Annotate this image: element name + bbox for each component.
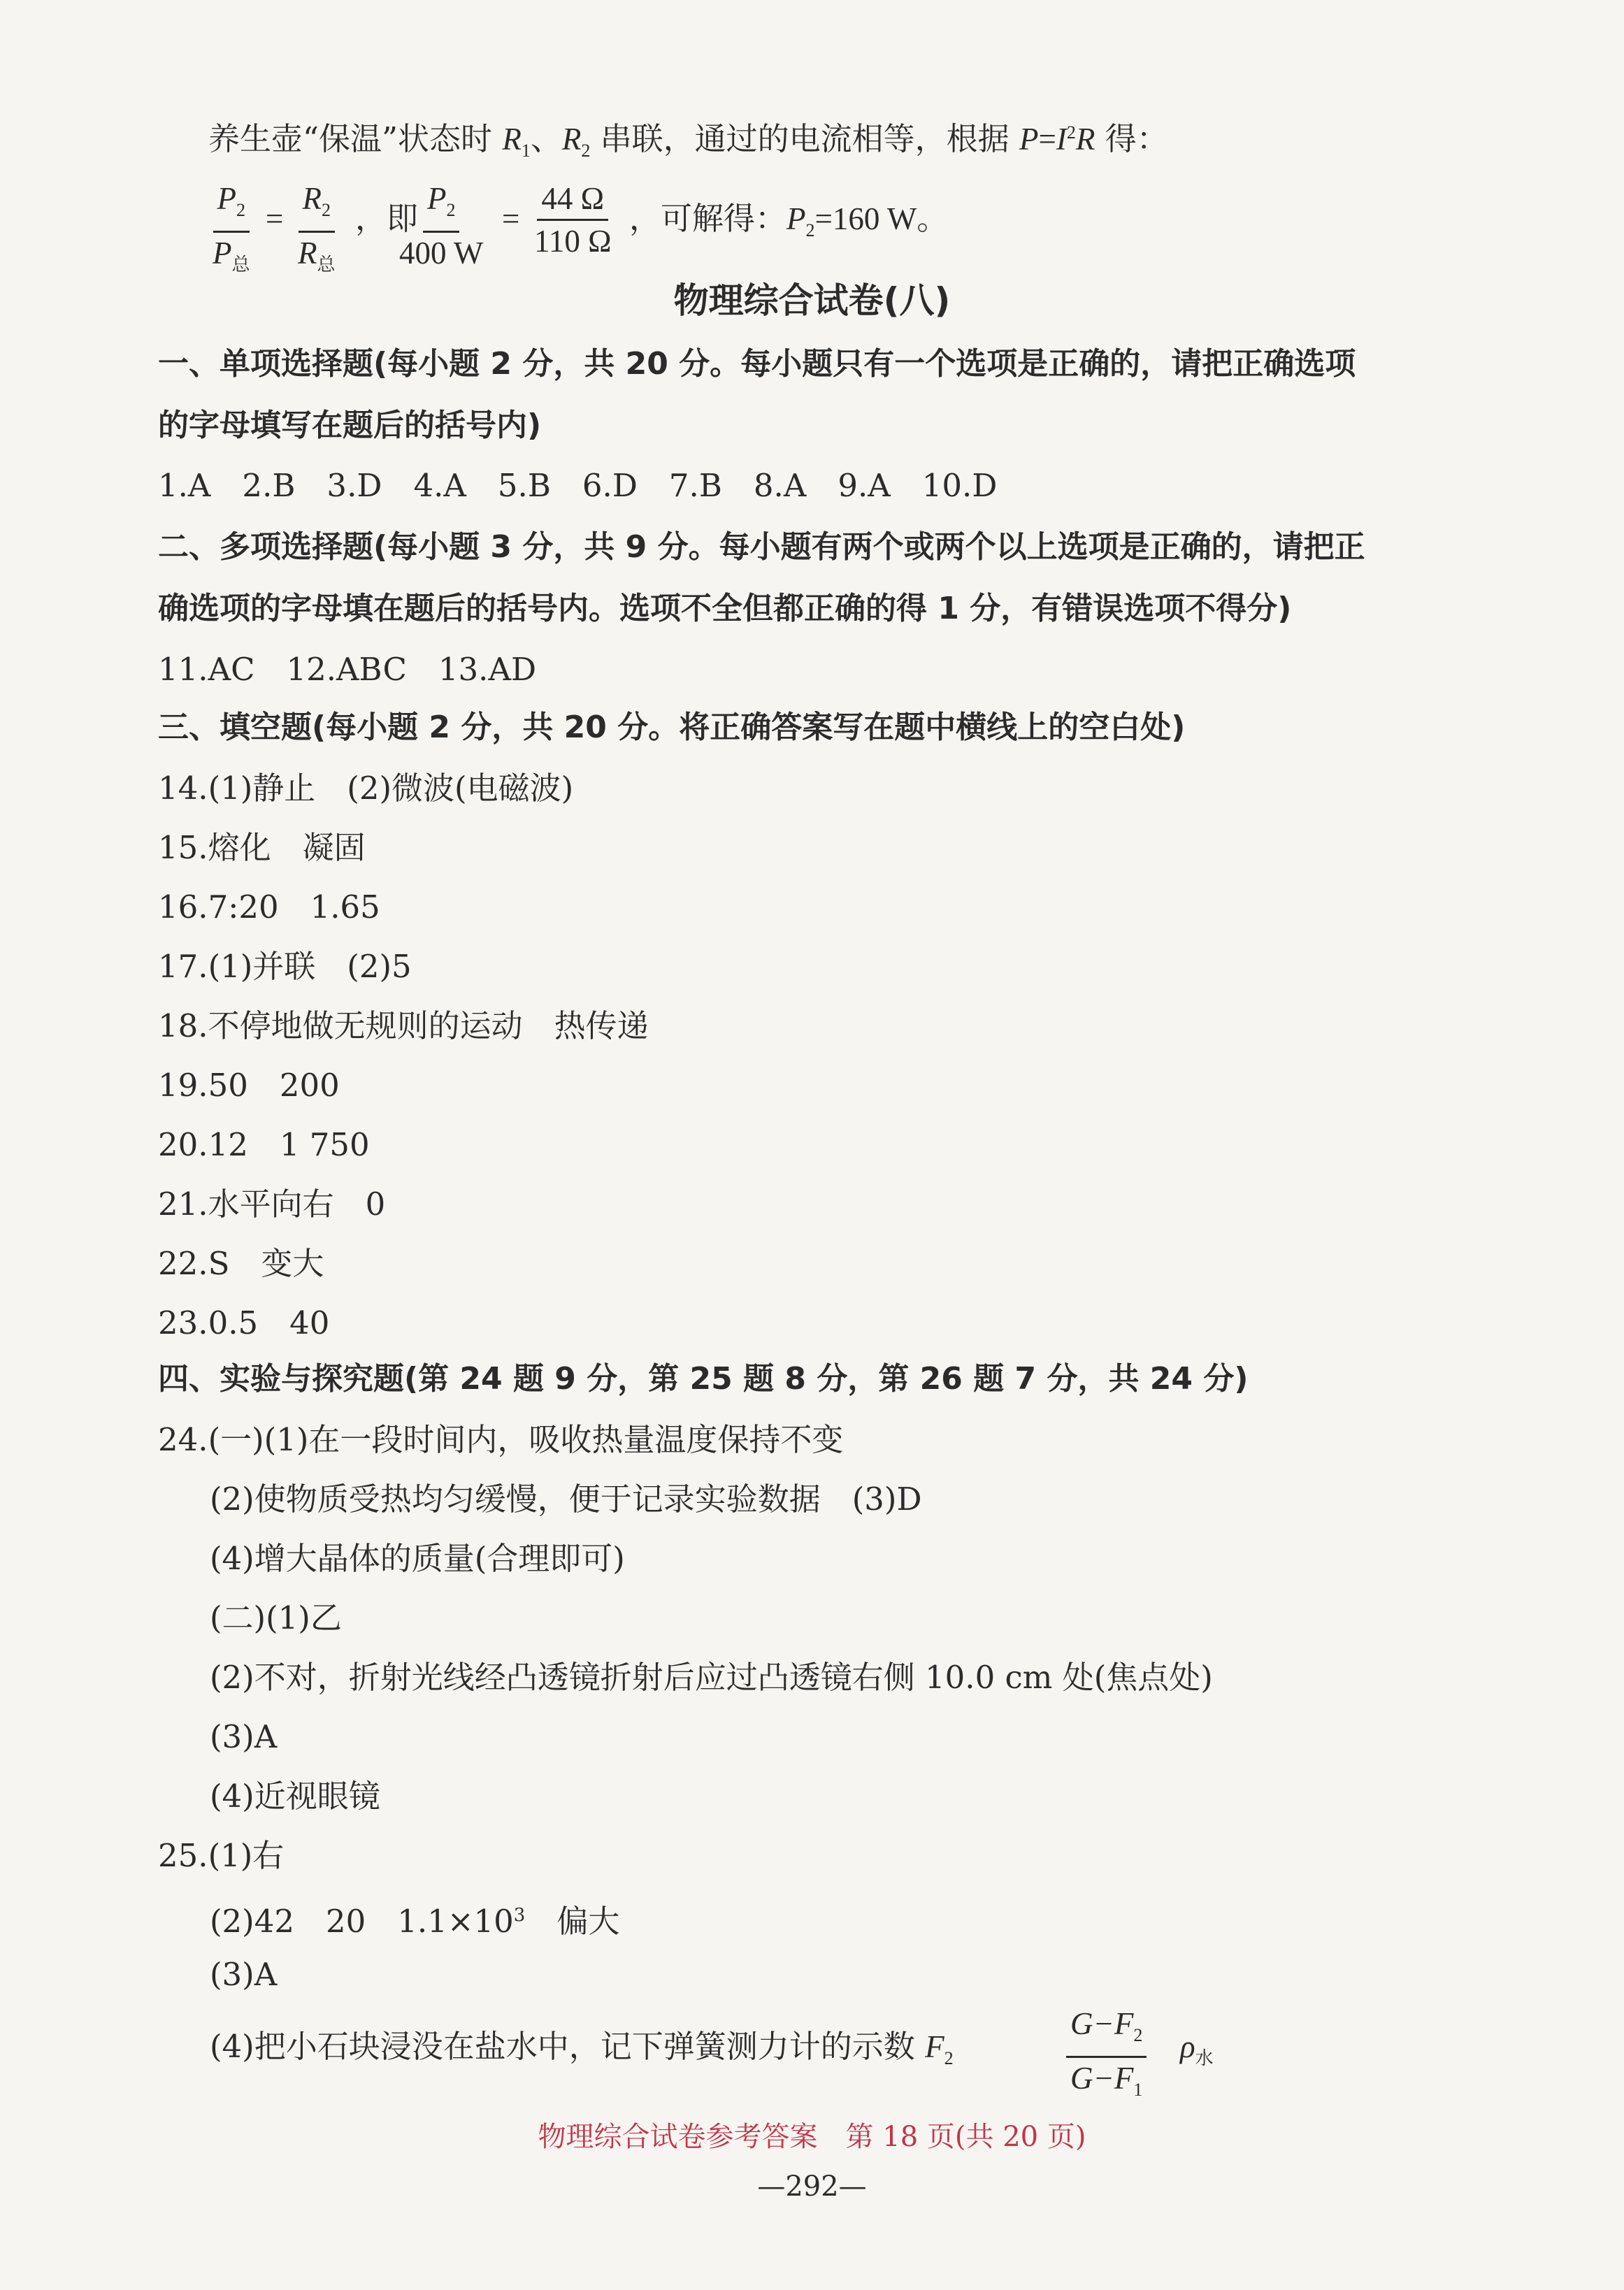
fraction-44-110 xyxy=(530,178,616,261)
section1-heading: 一、单项选择题 xyxy=(158,346,373,382)
top-line1-text: 养生壶“保温”状态时 xyxy=(208,120,493,157)
result-text: ，可解得： xyxy=(629,200,787,237)
q25-2-pre: (2)42 20 1.1×10 xyxy=(210,1903,514,1940)
section4-heading: 四、实验与探究题 xyxy=(158,1361,404,1397)
answer-item-20: 20.12 1 750 xyxy=(158,1126,370,1163)
page-number: —292— xyxy=(757,2170,867,2203)
separator: 、 xyxy=(530,120,562,157)
fraction-r2-rtotal xyxy=(294,178,340,285)
q25-2-post: 偏大 xyxy=(525,1903,620,1940)
frac2-den-sub: 总 xyxy=(317,254,336,275)
answer-item-21: 21.水平向右 0 xyxy=(158,1186,386,1223)
q24-line-4: (二)(1)乙 xyxy=(210,1599,342,1636)
section1-desc2-line xyxy=(158,404,541,447)
q24-line-6: (3)A xyxy=(210,1718,278,1755)
q24-line-1: 24.(一)(1)在一段时间内，吸收热量温度保持不变 xyxy=(158,1421,844,1458)
q25-line-1: 25.(1)右 xyxy=(158,1837,285,1874)
section3-heading: 三、填空题 xyxy=(158,710,312,745)
de-text: 得： xyxy=(1105,120,1168,157)
answer-item-23: 23.0.5 40 xyxy=(158,1304,330,1341)
frac3-num-sub: 2 xyxy=(446,200,456,220)
p-symbol: P xyxy=(1019,122,1039,157)
r1-symbol: R xyxy=(502,122,522,157)
equals-1: = xyxy=(266,201,284,236)
section1-desc1: (每小题 2 分，共 20 分。每小题只有一个选项是正确的，请把正确选项 xyxy=(373,346,1356,382)
r2-subscript: 2 xyxy=(581,141,591,161)
i-symbol: I xyxy=(1056,122,1067,157)
section2-heading: 二、多项选择题 xyxy=(158,529,373,565)
section1-desc2: 的字母填写在题后的括号内) xyxy=(158,408,542,443)
i-superscript: 2 xyxy=(1066,122,1076,143)
q24-line-2: (2)使物质受热均匀缓慢，便于记录实验数据 (3)D xyxy=(210,1481,922,1518)
answer-item-17: 17.(1)并联 (2)5 xyxy=(158,948,412,985)
fraction-p2-ptotal xyxy=(208,178,254,285)
q25-4-f: F xyxy=(925,2029,944,2064)
equals-sign: = xyxy=(1038,122,1056,157)
section2-desc1: (每小题 3 分，共 9 分。每小题有两个或两个以上选项是正确的，请把正 xyxy=(373,529,1365,565)
section3-desc: (每小题 2 分，共 20 分。将正确答案写在题中横线上的空白处) xyxy=(312,710,1186,745)
frac4-num: 44 Ω xyxy=(537,178,608,221)
rho-subscript: 水 xyxy=(1195,2048,1214,2068)
density-frac-den: G−F xyxy=(1070,2061,1134,2096)
q24-line-3: (4)增大晶体的质量(合理即可) xyxy=(210,1540,625,1577)
section2-desc2: 确选项的字母填在题后的括号内。选项不全但都正确的得 1 分，有错误选项不得分) xyxy=(158,591,1292,626)
frac2-num: R xyxy=(302,181,322,216)
frac1-num: P xyxy=(217,181,236,216)
q25-line-4 xyxy=(210,2026,954,2080)
q25-4-text: (4)把小石块浸没在盐水中，记下弹簧测力计的示数 xyxy=(210,2028,915,2065)
density-frac-den-sub: 1 xyxy=(1133,2080,1143,2100)
frac4-den: 110 Ω xyxy=(534,224,612,259)
frac3-num: P xyxy=(426,181,447,216)
frac1-den: P xyxy=(213,236,232,271)
section4-desc: (第 24 题 9 分，第 25 题 8 分，第 26 题 7 分，共 24 分) xyxy=(404,1361,1249,1397)
r2-symbol: R xyxy=(561,122,582,157)
frac3-den: 400 W xyxy=(399,236,484,271)
section1-heading-line xyxy=(158,343,1356,385)
section3-heading-line xyxy=(158,706,1185,749)
result-p: P xyxy=(786,201,806,236)
answer-item-15: 15.熔化 凝固 xyxy=(158,829,366,866)
rho-symbol: ρ xyxy=(1180,2029,1195,2064)
rho-water xyxy=(1180,2026,1214,2080)
q25-line-2 xyxy=(210,1894,619,1943)
top-line1-rest: 串联，通过的电流相等，根据 xyxy=(600,120,1009,157)
answer-item-19: 19.50 200 xyxy=(158,1067,340,1104)
frac1-den-sub: 总 xyxy=(231,254,250,275)
section2-desc2-line xyxy=(158,587,1291,630)
result-line xyxy=(629,198,948,252)
r-symbol: R xyxy=(1075,122,1095,157)
fraction-p2-400w xyxy=(395,178,487,273)
equals-2: = xyxy=(502,201,520,236)
q24-line-7: (4)近视眼镜 xyxy=(210,1778,380,1815)
answer-item-14: 14.(1)静止 (2)微波(电磁波) xyxy=(158,770,574,807)
q25-line-3: (3)A xyxy=(210,1956,278,1993)
page-footer: 物理综合试卷参考答案 第 18 页(共 20 页) xyxy=(538,2121,1086,2153)
density-frac-num: G−F xyxy=(1070,2006,1134,2041)
answer-item-16: 16.7:20 1.65 xyxy=(158,888,380,926)
ji-text: ，即 xyxy=(355,200,419,237)
section1-answers: 1.A 2.B 3.D 4.A 5.B 6.D 7.B 8.A 9.A 10.D xyxy=(158,467,998,504)
frac2-den: R xyxy=(298,236,317,271)
density-frac-num-sub: 2 xyxy=(1133,2025,1143,2045)
section2-heading-line xyxy=(158,526,1365,568)
q25-2-sup: 3 xyxy=(513,1905,526,1926)
answer-item-22: 22.S 变大 xyxy=(158,1245,324,1282)
result-p-sub: 2 xyxy=(805,220,815,240)
q25-4-f-sub: 2 xyxy=(944,2048,954,2068)
frac2-num-sub: 2 xyxy=(322,200,331,220)
q24-line-5: (2)不对，折射光线经凸透镜折射后应过凸透镜右侧 10.0 cm 处(焦点处) xyxy=(210,1659,1213,1696)
frac1-num-sub: 2 xyxy=(236,200,245,220)
result-value: =160 W。 xyxy=(814,201,949,236)
fraction-density xyxy=(1066,2003,1147,2110)
top-line-1 xyxy=(208,112,1168,172)
section4-heading-line xyxy=(158,1358,1248,1400)
page-title: 物理综合试卷(八) xyxy=(673,280,951,321)
answer-item-18: 18.不停地做无规则的运动 热传递 xyxy=(158,1007,649,1044)
section2-answers: 11.AC 12.ABC 13.AD xyxy=(158,651,537,688)
r1-subscript: 1 xyxy=(521,141,531,161)
